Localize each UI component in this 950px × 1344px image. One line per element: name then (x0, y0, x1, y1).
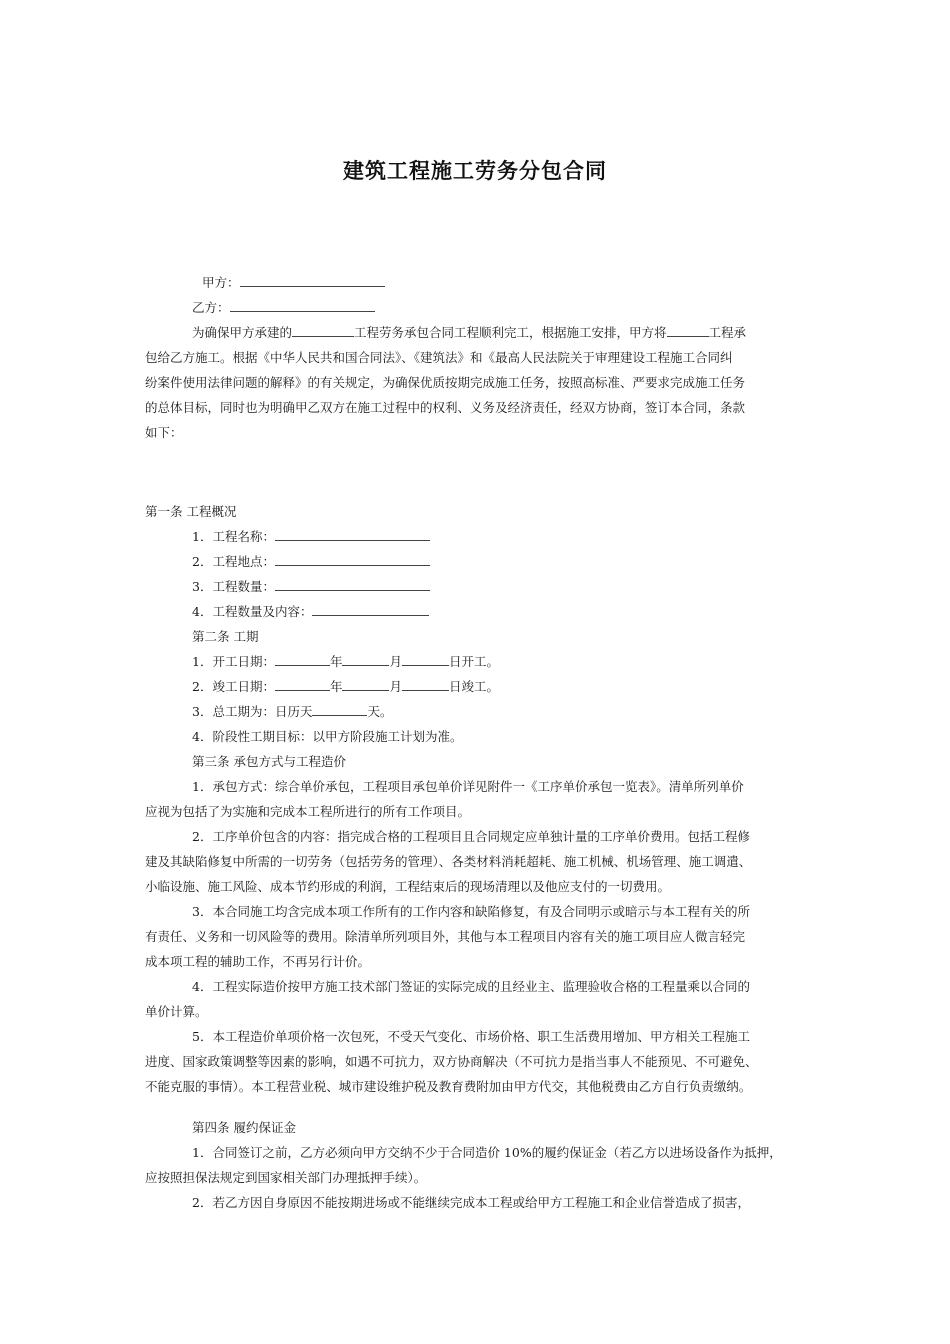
intro-line: 包给乙方施工。根据《中华人民共和国合同法》、《建筑法》和《最高人民法院关于审理建设工程施工合同纠 (145, 350, 733, 365)
month-blank (342, 650, 389, 666)
party-b-label: 乙方： (192, 300, 230, 315)
spacer (145, 1099, 813, 1115)
article-3-line: 3．本合同施工均含完成本项工作所有的工作内容和缺陷修复，有及合同明示或暗示与本工程有关的所 (192, 904, 750, 919)
article-1-item: 4．工程数量及内容： (145, 599, 813, 624)
document-title: 建筑工程施工劳务分包合同 (343, 159, 607, 183)
end-date-line: 2．竣工日期： 年 月 日竣工。 (145, 674, 813, 699)
fill-blank (275, 575, 430, 591)
fill-blank (275, 550, 430, 566)
article-1-item: 1．工程名称： (145, 524, 813, 549)
project-blank (667, 321, 709, 337)
article-1-heading: 第一条 工程概况 (145, 504, 237, 519)
article-3-line: 建及其缺陷修复中所需的一切劳务（包括劳务的管理）、各类材料消耗超耗、施工机械、机场管理、施工调遣、 (145, 854, 752, 869)
article-3-line: 应视为包括了为实施和完成本工程所进行的所有工作项目。 (145, 804, 471, 819)
party-a-line (145, 270, 813, 295)
article-3-line: 1．承包方式：综合单价承包，工程项目承包单价详见附件一《工序单价承包一览表》。清单所列单价 (192, 779, 744, 794)
party-a-blank (240, 271, 385, 287)
year-blank (275, 650, 330, 666)
article-3-heading: 第三条 承包方式与工程造价 (192, 754, 346, 769)
total-period-line: 3．总工期为：日历天 天。 (145, 699, 813, 724)
day-blank (402, 650, 449, 666)
article-2-heading: 第二条 工期 (192, 629, 259, 644)
article-1-item: 2．工程地点： (145, 549, 813, 574)
article-3-line: 小临设施、施工风险、成本节约形成的利润，工程结束后的现场清理以及他应支付的一切费用。 (145, 879, 671, 894)
intro-line: 如下： (145, 425, 183, 440)
intro-line: 纷案件使用法律问题的解释》的有关规定，为确保优质按期完成施工任务，按照高标准、严要求完成施工任务 (145, 375, 746, 390)
month-blank (342, 675, 389, 691)
article-3-line: 有责任、义务和一切风险等的费用。除清单所列项目外，其他与本工程项目内容有关的施工项目应人微言轻完 (145, 929, 746, 944)
article-3-line: 成本项工程的辅助工作，不再另行计价。 (145, 954, 371, 969)
fill-blank (275, 525, 430, 541)
contract-body (145, 270, 813, 1215)
day-blank (402, 675, 449, 691)
party-a-label: 甲方： (202, 275, 240, 290)
article-4-line: 2．若乙方因自身原因不能按期进场或不能继续完成本工程或给甲方工程施工和企业信誉造成了损害， (192, 1195, 750, 1210)
start-date-line: 1．开工日期： 年 月 日开工。 (145, 649, 813, 674)
article-3-line: 单价计算。 (145, 1004, 208, 1019)
milestone-line: 4．阶段性工期目标：以甲方阶段施工计划为准。 (192, 729, 463, 744)
days-blank (312, 700, 367, 716)
party-b-line (145, 295, 813, 320)
year-blank (275, 675, 330, 691)
intro-line: 为确保甲方承建的 工程劳务承包合同工程顺利完工，根据施工安排，甲方将 工程承 (145, 320, 813, 345)
spacer (145, 445, 813, 499)
article-4-line: 1．合同签订之前，乙方必须向甲方交纳不少于合同造价 10%的履约保证金（若乙方以进场设备作为抵押， (192, 1145, 782, 1160)
article-4-line: 应按照担保法规定到国家相关部门办理抵押手续）。 (145, 1170, 427, 1185)
article-4-heading: 第四条 履约保证金 (192, 1120, 296, 1135)
article-3-line: 进度、国家政策调整等因素的影响，如遇不可抗力，双方协商解决（不可抗力是指当事人不能预见、不可避免、 (145, 1054, 758, 1069)
party-b-blank (230, 296, 375, 312)
intro-line: 的总体目标，同时也为明确甲乙双方在施工过程中的权利、义务及经济责任，经双方协商，签订本合同，条款 (145, 400, 746, 415)
article-3-line: 2．工序单价包含的内容：指完成合格的工程项目且合同规定应单独计量的工序单价费用。包括工程修 (192, 829, 750, 844)
article-3-line: 4．工程实际造价按甲方施工技术部门签证的实际完成的且经业主、监理验收合格的工程量乘以合同的 (192, 979, 750, 994)
article-3-line: 不能克服的事情）。本工程营业税、城市建设维护税及教育费附加由甲方代交，其他税费由乙方自行负责缴纳。 (145, 1079, 752, 1094)
article-3-line: 5．本工程造价单项价格一次包死，不受天气变化、市场价格、职工生活费用增加、甲方相关工程施工 (192, 1029, 750, 1044)
article-1-item: 3．工程数量： (145, 574, 813, 599)
fill-blank (312, 600, 429, 616)
project-blank (292, 321, 354, 337)
